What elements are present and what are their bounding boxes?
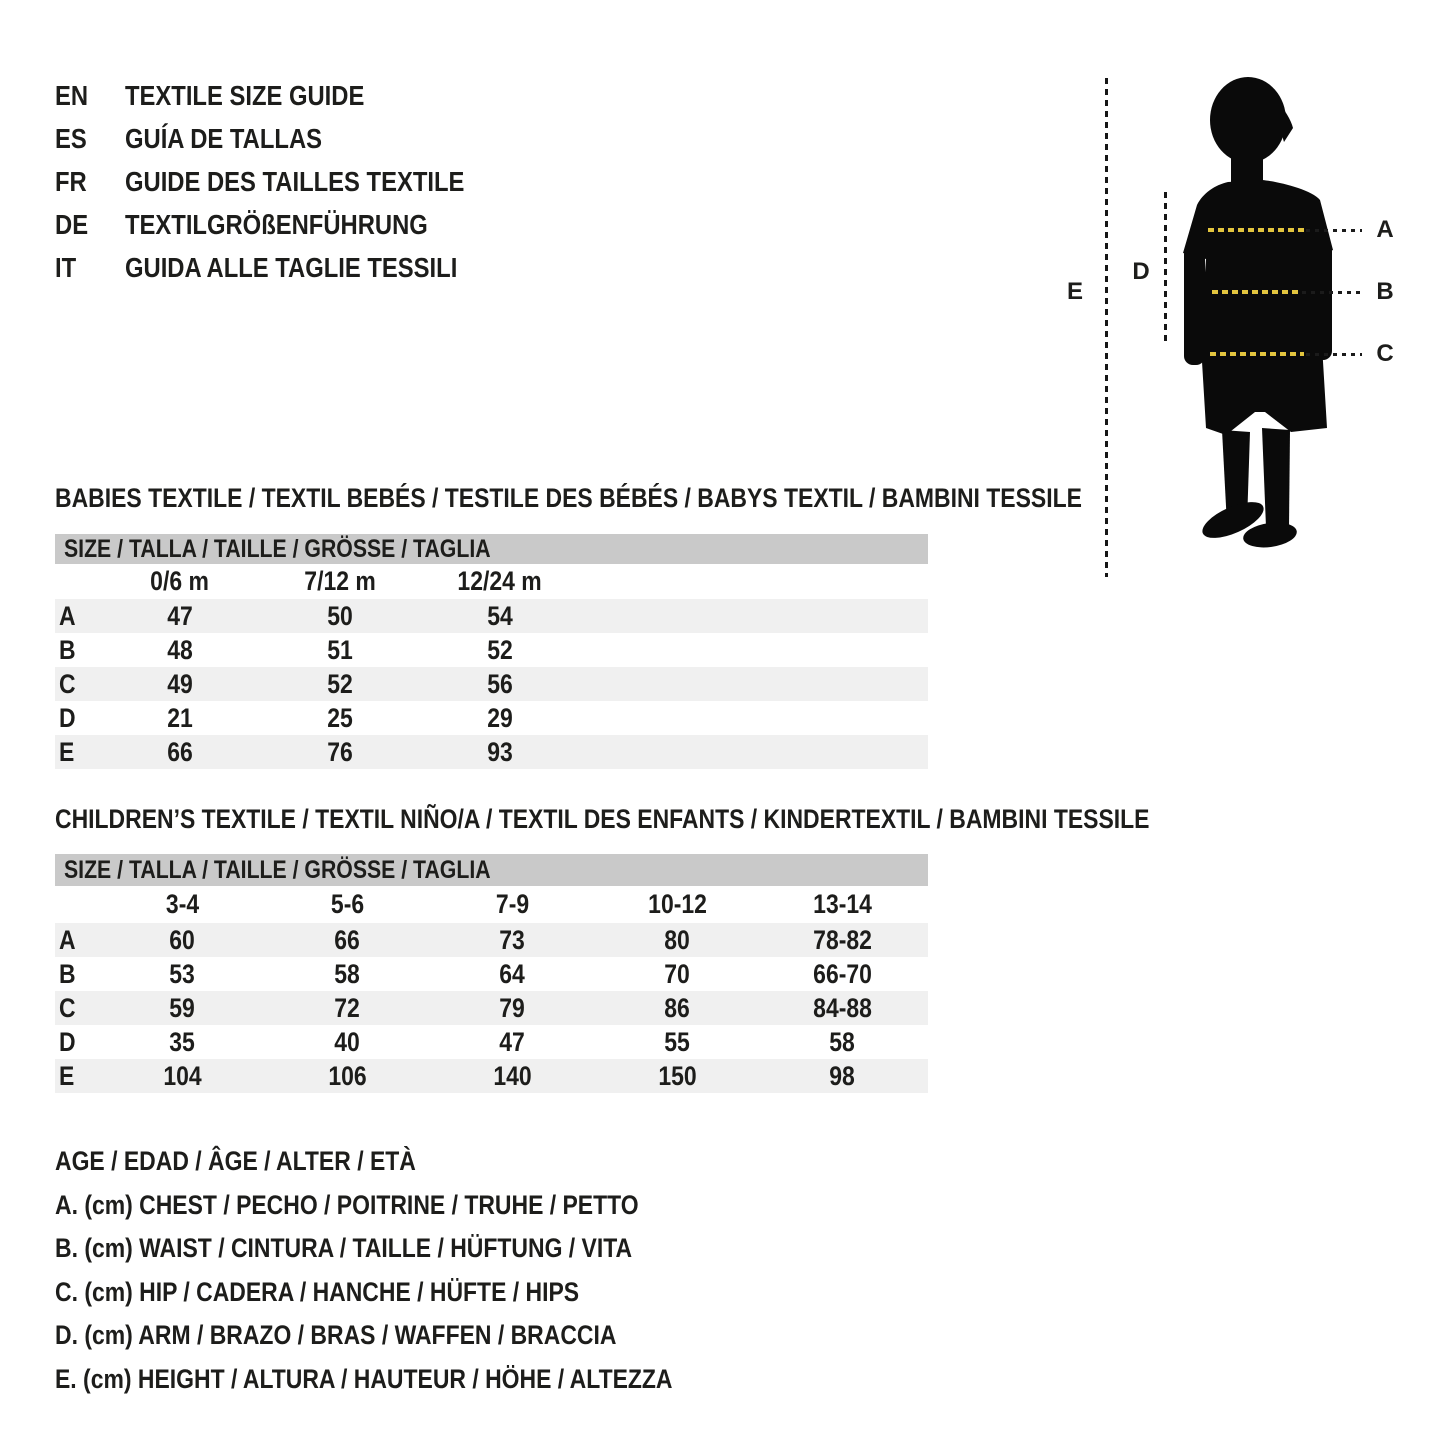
- column-header: [430, 889, 595, 920]
- table-cell: [430, 925, 595, 956]
- table-cell: [595, 925, 760, 956]
- cell-value: 66: [334, 924, 361, 955]
- babies-table-rows: [55, 599, 928, 769]
- cell-value: 60: [169, 924, 196, 955]
- table-row: [55, 957, 928, 991]
- children-size-header-bar: [55, 854, 928, 886]
- cell-value: 70: [664, 958, 691, 989]
- cell-value: 106: [328, 1060, 367, 1091]
- table-cell: [430, 993, 595, 1024]
- language-code: [55, 166, 125, 198]
- legend-line-chest: [55, 1184, 781, 1228]
- row-label: [55, 925, 100, 956]
- row-label: [55, 601, 100, 632]
- table-row: [55, 1059, 928, 1093]
- row-label: [55, 993, 100, 1024]
- table-cell: [100, 669, 260, 700]
- column-header-text: 10-12: [648, 889, 707, 919]
- column-header: [420, 566, 580, 597]
- language-code: [55, 209, 125, 241]
- table-cell: [760, 993, 925, 1024]
- table-cell: [760, 1061, 925, 1092]
- measure-label-c: C: [1376, 340, 1394, 367]
- row-label: [55, 669, 100, 700]
- measurement-legend: [55, 1140, 781, 1401]
- measure-label-d: D: [1132, 258, 1150, 285]
- table-cell: [760, 1027, 925, 1058]
- cell-value: 50: [327, 600, 353, 631]
- cell-value: 76: [327, 736, 353, 767]
- table-cell: [760, 925, 925, 956]
- table-cell: [430, 959, 595, 990]
- cell-value: 55: [664, 1026, 691, 1057]
- language-code-text: ES: [55, 122, 87, 154]
- title-row-en: [55, 74, 524, 117]
- table-cell: [430, 1061, 595, 1092]
- table-cell: [265, 993, 430, 1024]
- column-header-text: 5-6: [330, 889, 365, 919]
- column-header-text: 0/6 m: [150, 566, 210, 596]
- cell-value: 35: [169, 1026, 196, 1057]
- row-label-text: E: [59, 736, 75, 767]
- title-row-fr: [55, 160, 524, 203]
- title-row-it: [55, 246, 524, 289]
- table-cell: [100, 925, 265, 956]
- children-section-title-text: CHILDREN’S TEXTILE / TEXTIL NIÑO/A / TEXTIL DES ENFANTS / KINDERTEXTIL / BAMBINI TESSILE: [55, 804, 1150, 834]
- column-header-text: 12/24 m: [457, 566, 543, 596]
- row-label: [55, 959, 100, 990]
- table-cell: [100, 1061, 265, 1092]
- cell-value: 78-82: [813, 924, 872, 955]
- table-cell: [100, 635, 260, 666]
- row-label: [55, 703, 100, 734]
- column-header: [760, 889, 925, 920]
- cell-value: 104: [163, 1060, 202, 1091]
- legend-line-height: [55, 1358, 781, 1402]
- chest-dash-line: [1208, 228, 1304, 232]
- table-cell: [595, 959, 760, 990]
- table-cell: [420, 635, 580, 666]
- cell-value: 72: [334, 992, 361, 1023]
- table-cell: [100, 959, 265, 990]
- page-title: TEXTILGRÖßENFÜHRUNG: [125, 208, 428, 240]
- table-row: [55, 599, 928, 633]
- language-code-text: EN: [55, 79, 89, 111]
- children-table: [55, 854, 928, 1093]
- hip-dash-line: [1210, 352, 1304, 356]
- language-title-block: [55, 74, 524, 289]
- column-header-text: 7/12 m: [304, 566, 376, 596]
- cell-value: 84-88: [813, 992, 872, 1023]
- babies-size-header-bar: [55, 534, 928, 564]
- cell-value: 40: [334, 1026, 361, 1057]
- measure-label-a: A: [1376, 216, 1394, 243]
- cell-value: 47: [499, 1026, 526, 1057]
- cell-value: 79: [499, 992, 526, 1023]
- table-cell: [430, 1027, 595, 1058]
- row-label: [55, 1061, 100, 1092]
- table-cell: [260, 601, 420, 632]
- cell-value: 51: [327, 634, 353, 665]
- cell-value: 53: [169, 958, 196, 989]
- table-cell: [100, 1027, 265, 1058]
- page-title: TEXTILE SIZE GUIDE: [125, 79, 365, 111]
- table-cell: [265, 1027, 430, 1058]
- babies-section-title-text: BABIES TEXTILE / TEXTIL BEBÉS / TESTILE DES BÉBÉS / BABYS TEXTIL / BAMBINI TESSILE: [55, 483, 1082, 513]
- table-cell: [100, 737, 260, 768]
- measure-label-e: E: [1066, 278, 1083, 305]
- children-column-header-row: [55, 886, 928, 923]
- legend-line-age: [55, 1140, 781, 1184]
- legend-text: A. (cm) CHEST / PECHO / POITRINE / TRUHE / PETTO: [55, 1189, 639, 1220]
- table-row: [55, 735, 928, 769]
- legend-text: B. (cm) WAIST / CINTURA / TAILLE / HÜFTUNG / VITA: [55, 1233, 633, 1264]
- column-header: [100, 889, 265, 920]
- row-label-text: B: [59, 634, 76, 665]
- babies-column-header-row: [55, 564, 928, 599]
- table-cell: [595, 1061, 760, 1092]
- cell-value: 73: [499, 924, 526, 955]
- legend-text: AGE / EDAD / ÂGE / ALTER / ETÀ: [55, 1146, 416, 1177]
- table-cell: [420, 737, 580, 768]
- column-header: [260, 566, 420, 597]
- cell-value: 49: [167, 668, 193, 699]
- legend-text: C. (cm) HIP / CADERA / HANCHE / HÜFTE / HIPS: [55, 1276, 580, 1307]
- size-bar-label: SIZE / TALLA / TAILLE / GRÖSSE / TAGLIA: [64, 855, 491, 884]
- table-cell: [100, 993, 265, 1024]
- table-row: [55, 633, 928, 667]
- table-cell: [260, 635, 420, 666]
- table-cell: [265, 1061, 430, 1092]
- language-code: [55, 80, 125, 112]
- cell-value: 21: [167, 702, 193, 733]
- row-label-text: A: [59, 924, 76, 955]
- cell-value: 58: [334, 958, 361, 989]
- language-code: [55, 252, 125, 284]
- language-code: [55, 123, 125, 155]
- title-row-es: [55, 117, 524, 160]
- table-cell: [420, 703, 580, 734]
- cell-value: 47: [167, 600, 193, 631]
- row-label: [55, 635, 100, 666]
- column-header: [595, 889, 760, 920]
- child-silhouette: [1183, 77, 1333, 551]
- language-code-text: IT: [55, 251, 77, 283]
- cell-value: 64: [499, 958, 526, 989]
- cell-value: 29: [487, 702, 513, 733]
- cell-value: 56: [487, 668, 513, 699]
- cell-value: 58: [829, 1026, 856, 1057]
- cell-value: 66: [167, 736, 193, 767]
- cell-value: 52: [327, 668, 353, 699]
- legend-text: D. (cm) ARM / BRAZO / BRAS / WAFFEN / BRACCIA: [55, 1320, 617, 1351]
- row-label-text: E: [59, 1060, 75, 1091]
- cell-value: 80: [664, 924, 691, 955]
- waist-dash-line: [1212, 290, 1300, 294]
- table-cell: [595, 1027, 760, 1058]
- row-label: [55, 737, 100, 768]
- row-label-text: C: [59, 668, 76, 699]
- children-section-title: [55, 804, 1343, 835]
- row-label: [55, 1027, 100, 1058]
- legend-line-hip: [55, 1271, 781, 1315]
- page-title: GUIDA ALLE TAGLIE TESSILI: [125, 251, 458, 283]
- cell-value: 54: [487, 600, 513, 631]
- table-cell: [420, 669, 580, 700]
- cell-value: 48: [167, 634, 193, 665]
- row-label-text: B: [59, 958, 76, 989]
- table-cell: [265, 959, 430, 990]
- legend-line-waist: [55, 1227, 781, 1271]
- table-row: [55, 701, 928, 735]
- column-header: [265, 889, 430, 920]
- table-row: [55, 991, 928, 1025]
- table-cell: [760, 959, 925, 990]
- row-label-text: C: [59, 992, 76, 1023]
- legend-text: E. (cm) HEIGHT / ALTURA / HAUTEUR / HÖHE / ALTEZZA: [55, 1363, 673, 1394]
- cell-value: 140: [493, 1060, 532, 1091]
- table-cell: [100, 601, 260, 632]
- page-title: GUÍA DE TALLAS: [125, 122, 323, 154]
- table-cell: [260, 703, 420, 734]
- column-header-text: 13-14: [813, 889, 872, 919]
- cell-value: 150: [658, 1060, 697, 1091]
- cell-value: 59: [169, 992, 196, 1023]
- cell-value: 25: [327, 702, 353, 733]
- measure-label-b: B: [1376, 278, 1394, 305]
- table-cell: [265, 925, 430, 956]
- children-table-rows: [55, 923, 928, 1093]
- table-cell: [260, 737, 420, 768]
- legend-line-arm: [55, 1314, 781, 1358]
- waist-dots-line: [1302, 291, 1362, 294]
- column-header-text: 7-9: [495, 889, 530, 919]
- cell-value: 86: [664, 992, 691, 1023]
- table-cell: [100, 703, 260, 734]
- language-code-text: DE: [55, 208, 89, 240]
- row-label-text: A: [59, 600, 76, 631]
- table-cell: [420, 601, 580, 632]
- table-row: [55, 1025, 928, 1059]
- cell-value: 98: [829, 1060, 856, 1091]
- cell-value: 93: [487, 736, 513, 767]
- row-label-text: D: [59, 1026, 76, 1057]
- table-row: [55, 923, 928, 957]
- chest-dots-line: [1306, 229, 1362, 232]
- column-header: [100, 566, 260, 597]
- cell-value: 52: [487, 634, 513, 665]
- title-row-de: [55, 203, 524, 246]
- table-cell: [595, 993, 760, 1024]
- table-row: [55, 667, 928, 701]
- babies-table: [55, 534, 928, 769]
- page-title: GUIDE DES TAILLES TEXTILE: [125, 165, 465, 197]
- babies-section-title: [55, 483, 1263, 514]
- size-bar-label: SIZE / TALLA / TAILLE / GRÖSSE / TAGLIA: [64, 534, 491, 563]
- column-header-text: 3-4: [165, 889, 200, 919]
- hip-dots-line: [1306, 353, 1362, 356]
- cell-value: 66-70: [813, 958, 872, 989]
- language-code-text: FR: [55, 165, 87, 197]
- table-cell: [260, 669, 420, 700]
- row-label-text: D: [59, 702, 76, 733]
